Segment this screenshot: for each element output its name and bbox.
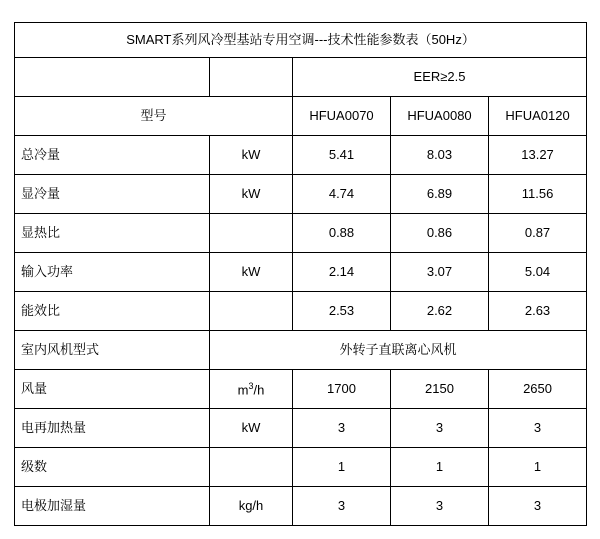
row-label: 能效比 (15, 292, 210, 331)
row-value: 2.53 (293, 292, 391, 331)
table-row (15, 253, 587, 292)
table-row-title (15, 23, 587, 58)
row-unit: kW (210, 136, 293, 175)
table-row (15, 370, 587, 409)
row-label: 输入功率 (15, 253, 210, 292)
row-value: 3 (293, 409, 391, 448)
model-header-2: HFUA0080 (391, 97, 489, 136)
row-value: 11.56 (489, 175, 587, 214)
table-row (15, 331, 587, 370)
row-value: 13.27 (489, 136, 587, 175)
table-row (15, 409, 587, 448)
row-value: 6.89 (391, 175, 489, 214)
model-header-1: HFUA0070 (293, 97, 391, 136)
row-label: 总冷量 (15, 136, 210, 175)
row-value: 3 (489, 409, 587, 448)
row-unit-exponent: 3 (248, 380, 254, 391)
row-label: 室内风机型式 (15, 331, 210, 370)
row-value: 2650 (489, 370, 587, 409)
row-value: 2.63 (489, 292, 587, 331)
row-unit (210, 292, 293, 331)
row-value: 1 (293, 448, 391, 487)
row-value: 5.04 (489, 253, 587, 292)
row-unit: kW (210, 253, 293, 292)
row-value: 3 (391, 487, 489, 526)
row-value: 3 (489, 487, 587, 526)
row-value: 0.87 (489, 214, 587, 253)
row-value: 5.41 (293, 136, 391, 175)
row-label: 显热比 (15, 214, 210, 253)
row-value: 3 (293, 487, 391, 526)
eer-header: EER≥2.5 (293, 58, 587, 97)
eer-blank-unit (210, 58, 293, 97)
row-value: 1 (489, 448, 587, 487)
row-value: 2.62 (391, 292, 489, 331)
row-value: 0.86 (391, 214, 489, 253)
document-title: SMART系列风冷型基站专用空调---技术性能参数表（50Hz） (15, 23, 587, 58)
row-value: 1700 (293, 370, 391, 409)
row-span-value: 外转子直联离心风机 (210, 331, 587, 370)
table-row-eer (15, 58, 587, 97)
row-unit-base: m (237, 381, 249, 397)
model-label: 型号 (15, 97, 293, 136)
row-unit (210, 370, 293, 409)
row-unit-tail: /h (253, 381, 265, 397)
row-unit (210, 214, 293, 253)
row-value: 2.14 (293, 253, 391, 292)
table-row (15, 487, 587, 526)
table-row (15, 214, 587, 253)
row-value: 3 (391, 409, 489, 448)
row-value: 3.07 (391, 253, 489, 292)
spec-table (14, 22, 587, 526)
spec-table-body (15, 23, 587, 526)
row-label: 风量 (15, 370, 210, 409)
row-value: 1 (391, 448, 489, 487)
table-row (15, 175, 587, 214)
table-row-models (15, 97, 587, 136)
table-row (15, 448, 587, 487)
row-unit: kW (210, 409, 293, 448)
model-header-3: HFUA0120 (489, 97, 587, 136)
row-label: 电再加热量 (15, 409, 210, 448)
row-value: 0.88 (293, 214, 391, 253)
row-label: 电极加湿量 (15, 487, 210, 526)
row-label: 显冷量 (15, 175, 210, 214)
row-unit (210, 448, 293, 487)
row-value: 2150 (391, 370, 489, 409)
table-row (15, 292, 587, 331)
row-label: 级数 (15, 448, 210, 487)
row-value: 4.74 (293, 175, 391, 214)
row-unit: kg/h (210, 487, 293, 526)
row-unit: kW (210, 175, 293, 214)
row-value: 8.03 (391, 136, 489, 175)
table-row (15, 136, 587, 175)
eer-blank-label (15, 58, 210, 97)
